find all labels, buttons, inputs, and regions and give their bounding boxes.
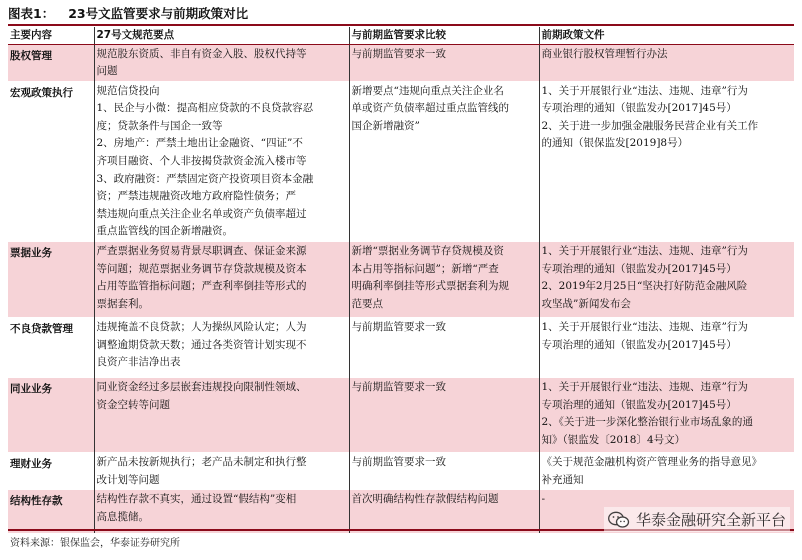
text-line: -: [541, 493, 546, 506]
row-category: 理财业务: [8, 453, 94, 490]
row-prior-policy: [539, 378, 794, 453]
text-line: 明确利率倒挂等形式票据套利为规: [351, 280, 509, 293]
text-line: 度；贷款条件与国企一致等: [96, 119, 223, 132]
row-points: [94, 453, 349, 490]
text-line: 结构性存款不真实，通过设置“假结构”变相: [96, 493, 297, 506]
row-compare: [349, 242, 539, 318]
text-line: 新产品未按新规执行；老产品未制定和执行整: [96, 456, 307, 469]
row-points: [94, 318, 349, 378]
row-compare: [349, 81, 539, 241]
header-compare: 与前期监管要求比较: [349, 27, 539, 44]
row-compare: [349, 44, 539, 81]
text-line: 攻坚战”新闻发布会: [541, 297, 631, 310]
text-line: 调整逾期贷款天数；通过各类资管计划实现不: [96, 338, 307, 351]
header-points: 27号文规范要点: [94, 27, 349, 44]
row-points: [94, 81, 349, 241]
header-prior-policy: 前期政策文件: [539, 27, 794, 44]
text-line: 2、房地产：严禁土地出让金融资、“四证”不: [96, 137, 303, 150]
row-prior-policy: [539, 453, 794, 490]
text-line: 规范股东资质、非自有资金入股、股权代持等: [96, 47, 307, 60]
text-line: 同业资金经过多层嵌套违规投向限制性领域、: [96, 381, 307, 394]
text-line: 禁违规向重点关注企业名单或资产负债率超过: [96, 207, 307, 220]
text-line: 新增要点“违规向重点关注企业名: [351, 84, 504, 97]
text-line: 1、民企与小微：提高相应贷款的不良贷款容忍: [96, 102, 314, 115]
row-prior-policy: [539, 81, 794, 241]
text-line: 商业银行股权管理暂行办法: [541, 47, 668, 60]
text-line: 改计划等问题: [96, 473, 160, 486]
source-note: 资料来源：银保监会，华泰证券研究所: [10, 538, 180, 549]
text-line: 齐项目融资、个人非按揭贷款资金流入楼市等: [96, 155, 307, 168]
table-row: [8, 318, 794, 378]
text-line: 1、关于开展银行业“违法、违规、违章”行为: [541, 84, 748, 97]
row-points: [94, 242, 349, 318]
text-line: 高息揽储。: [96, 510, 149, 523]
row-category: 宏观政策执行: [8, 81, 94, 241]
text-line: 等问题；规范票据业务调节存贷款规模及资本: [96, 262, 307, 275]
text-line: 2、《关于进一步深化整治银行业市场乱象的通: [541, 416, 753, 429]
text-line: 与前期监管要求一致: [351, 456, 446, 469]
text-line: 资金空转等问题: [96, 398, 170, 411]
row-category: 结构性存款: [8, 490, 94, 533]
caption-title: 23号文监管要求与前期政策对比: [68, 6, 249, 21]
text-line: 专项治理的通知（银监发办[2017]45号）: [541, 338, 737, 351]
table-row: [8, 453, 794, 490]
text-line: 占用等监管指标问题；严查利率倒挂等形式的: [96, 280, 307, 293]
header-row: [8, 27, 794, 44]
row-prior-policy: [539, 318, 794, 378]
wechat-icon: [608, 511, 630, 529]
row-compare: [349, 318, 539, 378]
row-compare: [349, 378, 539, 453]
row-compare: [349, 490, 539, 533]
watermark-text: 华泰金融研究全新平台: [635, 511, 786, 529]
text-line: 规范信贷投向: [96, 84, 160, 97]
row-points: [94, 490, 349, 533]
row-category: 票据业务: [8, 242, 94, 318]
text-line: 首次明确结构性存款假结构问题: [351, 493, 499, 506]
text-line: 本占用等指标问题”；新增“严查: [351, 262, 499, 275]
text-line: 国企新增融资”: [351, 119, 420, 132]
text-line: 2、关于进一步加强金融服务民营企业有关工作: [541, 119, 759, 132]
text-line: 1、关于开展银行业“违法、违规、违章”行为: [541, 381, 748, 394]
text-line: 新增“票据业务调节存贷规模及资: [351, 245, 504, 258]
row-compare: [349, 453, 539, 490]
table-row: [8, 44, 794, 81]
row-prior-policy: [539, 242, 794, 318]
table-row: [8, 81, 794, 241]
text-line: 专项治理的通知（银监发办[2017]45号）: [541, 102, 737, 115]
text-line: 1、关于开展银行业“违法、违规、违章”行为: [541, 245, 748, 258]
row-points: [94, 378, 349, 453]
text-line: 重点监管线的国企新增融资。: [96, 225, 233, 238]
caption-label: 图表1：: [8, 6, 55, 21]
text-line: 单或资产负债率超过重点监管线的: [351, 102, 509, 115]
text-line: 专项治理的通知（银监发办[2017]45号）: [541, 262, 737, 275]
text-line: 与前期监管要求一致: [351, 47, 446, 60]
text-line: 1、关于开展银行业“违法、违规、违章”行为: [541, 321, 748, 334]
text-line: 与前期监管要求一致: [351, 321, 446, 334]
text-line: 良资产非洁净出表: [96, 356, 181, 369]
text-line: 专项治理的通知（银监发办[2017]45号）: [541, 398, 737, 411]
comparison-table: [8, 27, 794, 533]
text-line: 的通知（银保监发[2019]8号）: [541, 137, 689, 150]
row-category: 同业业务: [8, 378, 94, 453]
text-line: 知》（银监发〔2018〕4号文）: [541, 433, 686, 446]
text-line: 补充通知: [541, 473, 584, 486]
table-caption: [8, 4, 794, 26]
text-line: 2、2019年2月25日“坚决打好防范金融风险: [541, 280, 748, 293]
row-category: 股权管理: [8, 44, 94, 81]
table-row: [8, 378, 794, 453]
row-category: 不良贷款管理: [8, 318, 94, 378]
text-line: 违规掩盖不良贷款；人为操纵风险认定；人为: [96, 321, 307, 334]
text-line: 与前期监管要求一致: [351, 381, 446, 394]
text-line: 3、政府融资：严禁固定资产投资项目资本金融: [96, 172, 314, 185]
text-line: 范要点: [351, 297, 383, 310]
row-prior-policy: [539, 44, 794, 81]
watermark: [604, 507, 790, 532]
header-main-content: 主要内容: [8, 27, 94, 44]
text-line: 资；严禁违规融资改地方政府隐性债务；严: [96, 190, 296, 203]
table-row: [8, 242, 794, 318]
text-line: 《关于规范金融机构资产管理业务的指导意见》: [541, 456, 762, 469]
text-line: 问题: [96, 65, 118, 78]
text-line: 票据套利。: [96, 297, 149, 310]
text-line: 严查票据业务贸易背景尽职调查、保证金来源: [96, 245, 307, 258]
row-points: [94, 44, 349, 81]
